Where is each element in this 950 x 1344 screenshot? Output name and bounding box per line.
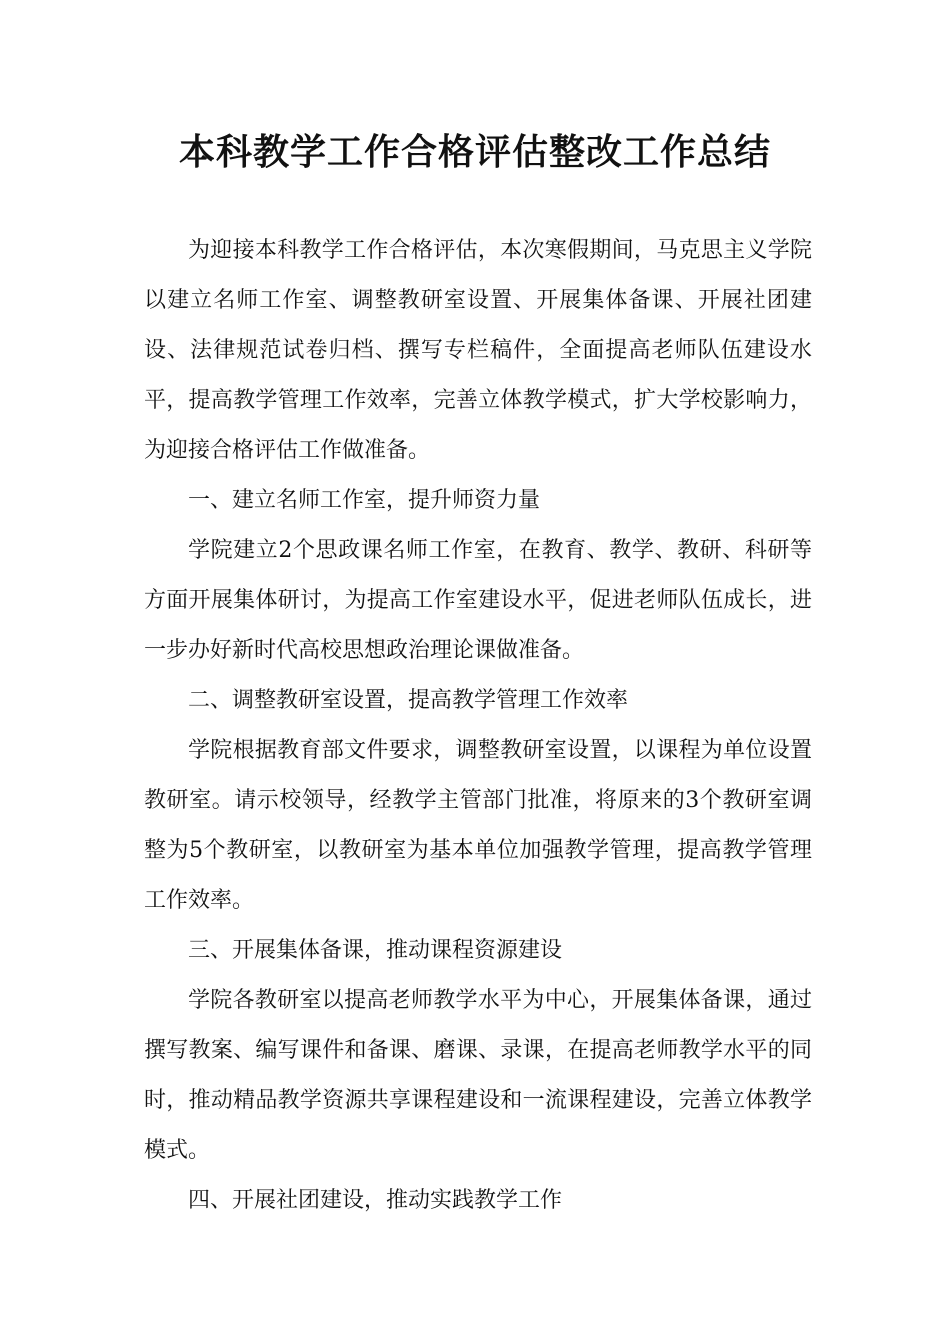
document-title: 本科教学工作合格评估整改工作总结 <box>178 132 771 173</box>
section-heading-2: 二、调整教研室设置，提高教学管理工作效率 <box>188 688 629 713</box>
intro-paragraph: 为迎接本科教学工作合格评估，本次寒假期间，马克思主义学院以建立名师工作室、调整教研室设置、开展集体备课、开展社团建设、法律规范试卷归档、撰写专栏稿件，全面提高老师队伍建设水平，提高教学管理工作效率，完善立体教学模式，扩大学校影响力，为迎接合格评估工作做准备。 <box>144 238 812 463</box>
section-heading-4: 四、开展社团建设，推动实践教学工作 <box>188 1188 563 1213</box>
section-heading-1: 一、建立名师工作室，提升师资力量 <box>188 488 541 513</box>
section-paragraph-3: 学院各教研室以提高老师教学水平为中心，开展集体备课，通过撰写教案、编写课件和备课、磨课、录课，在提高老师教学水平的同时，推动精品教学资源共享课程建设和一流课程建设，完善立体教学模式。 <box>144 988 812 1163</box>
section-paragraph-2: 学院根据教育部文件要求，调整教研室设置，以课程为单位设置教研室。请示校领导，经教学主管部门批准，将原来的3个教研室调整为5个教研室，以教研室为基本单位加强教学管理，提高教学管理工作效率。 <box>144 738 812 913</box>
section-heading-3: 三、开展集体备课，推动课程资源建设 <box>188 938 563 963</box>
document-body <box>144 226 812 1226</box>
section-paragraph-1: 学院建立2个思政课名师工作室，在教育、教学、教研、科研等方面开展集体研讨，为提高工作室建设水平，促进老师队伍成长，进一步办好新时代高校思想政治理论课做准备。 <box>144 538 812 663</box>
